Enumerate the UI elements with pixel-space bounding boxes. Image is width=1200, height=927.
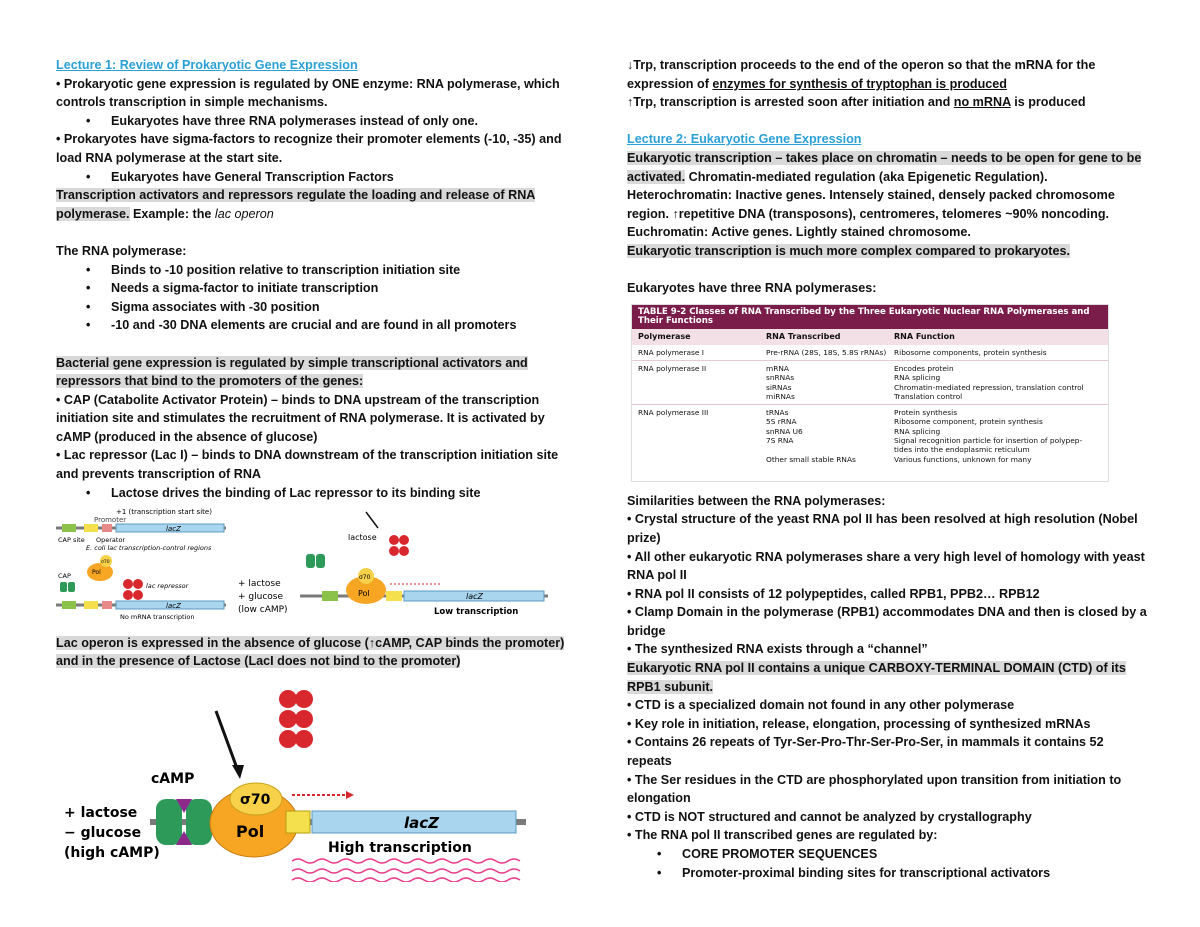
ctd-item: • The RNA pol II transcribed genes are regulated by: bbox=[627, 828, 938, 843]
cap-protein-shape bbox=[306, 554, 315, 568]
lacz-label: lacZ bbox=[166, 602, 181, 611]
table-cell: miRNAs bbox=[766, 391, 795, 401]
list-item: • Sigma associates with -30 position bbox=[56, 298, 576, 317]
lactose-list bbox=[56, 484, 576, 503]
list-item: • -10 and -30 DNA elements are crucial and are found in all promoters bbox=[56, 316, 576, 335]
table-cell: Encodes protein bbox=[894, 363, 954, 373]
lacz-label: lacZ bbox=[404, 814, 440, 833]
complex-highlight: Eukaryotic transcription is much more complex compared to prokaryotes. bbox=[627, 243, 1071, 258]
table-cell: Various functions, unknown for many bbox=[894, 454, 1032, 464]
promoter-label: Promoter bbox=[94, 516, 127, 525]
left-column bbox=[56, 56, 576, 888]
trp-high-paragraph bbox=[627, 93, 1149, 112]
table-cell: snRNAs bbox=[766, 373, 795, 383]
operator-label: Operator bbox=[96, 536, 126, 545]
bacterial-heading bbox=[56, 354, 576, 391]
trp-high-text: ↑Trp, transcription is arrested soon after initiation and bbox=[627, 95, 954, 110]
table-cell: tides into the endoplasmic reticulum bbox=[894, 445, 1030, 455]
three-polymerases-title: Eukaryotes have three RNA polymerases: bbox=[627, 281, 877, 296]
table-cell: Pre-rRNA (28S, 18S, 5.8S rRNAs) bbox=[766, 347, 887, 357]
column-header: Polymerase bbox=[638, 332, 691, 342]
pol-label: Pol bbox=[92, 569, 101, 577]
plus-lactose-label: + lactose bbox=[238, 579, 281, 590]
similarity-item: • All other eukaryotic RNA polymerases share a very high level of homology with yeast RNA pol II bbox=[627, 549, 1145, 583]
regulation-list bbox=[627, 845, 1149, 882]
cap-protein-shape bbox=[316, 554, 325, 568]
table-cell: Translation control bbox=[894, 391, 963, 401]
ctd-highlight: Eukaryotic RNA pol II contains a unique CARBOXY-TERMINAL DOMAIN (CTD) of its RPB1 subunit. bbox=[627, 661, 1126, 694]
trp-low-underline: enzymes for synthesis of tryptophan is produced bbox=[712, 76, 1007, 91]
list-item: • Promoter-proximal binding sites for transcriptional activators bbox=[627, 864, 1149, 883]
lac-repressor-label: lac repressor bbox=[146, 582, 189, 591]
trp-low-text: ↓Trp, transcription proceeds to the end of the operon so that the mRNA for the expression of bbox=[627, 58, 1096, 91]
right-column bbox=[627, 56, 1149, 882]
start-site-label: +1 (transcription start site) bbox=[116, 508, 212, 517]
table-cell: Chromatin-mediated repression, translation control bbox=[894, 382, 1084, 392]
ctd-item: • The Ser residues in the CTD are phosphorylated upon transition from initiation to elongation bbox=[627, 772, 1122, 806]
prokaryotic-intro: • Prokaryotic gene expression is regulated by ONE enzyme: RNA polymerase, which controls transcription in simple mechanisms. bbox=[56, 76, 560, 110]
rna-polymerase-list bbox=[56, 261, 576, 335]
column-header: RNA Transcribed bbox=[766, 332, 841, 342]
rna-polymerase-table bbox=[631, 304, 1109, 482]
eukaryote-note-list bbox=[56, 112, 576, 131]
table-cell: Protein synthesis bbox=[894, 408, 958, 418]
ctd-item: • Key role in initiation, release, elongation, processing of synthesized mRNAs bbox=[627, 716, 1091, 731]
lactose-label: lactose bbox=[348, 533, 377, 543]
lacz-label: lacZ bbox=[466, 592, 484, 602]
high-transcription-label: High transcription bbox=[328, 840, 472, 857]
table-cell: RNA polymerase II bbox=[638, 363, 707, 373]
similarity-item: • The synthesized RNA exists through a “channel” bbox=[627, 642, 928, 657]
table-cell: RNA splicing bbox=[894, 373, 941, 383]
lactose-arrow bbox=[366, 512, 378, 528]
arrow bbox=[216, 711, 238, 771]
laci-paragraph: • Lac repressor (Lac I) – binds to DNA downstream of the transcription initiation site and prevents transcription of RNA bbox=[56, 448, 559, 482]
lecture1-heading[interactable]: Lecture 1: Review of Prokaryotic Gene Expression bbox=[56, 58, 358, 72]
table-row bbox=[632, 405, 1108, 467]
trp-low-paragraph bbox=[627, 56, 1149, 93]
table-cell: RNA polymerase III bbox=[638, 408, 709, 418]
table-cell bbox=[766, 445, 894, 454]
table-header bbox=[632, 329, 1108, 344]
high-camp-label: (high cAMP) bbox=[64, 845, 160, 862]
list-item: • Binds to -10 position relative to transcription initiation site bbox=[56, 261, 576, 280]
cap-protein-shape bbox=[60, 582, 67, 592]
heterochromatin-paragraph: Heterochromatin: Inactive genes. Intensely stained, densely packed chromosome region. ↑repetitive DNA (transposons), centromeres, telomeres ~90% noncoding. bbox=[627, 188, 1115, 221]
table-cell: siRNAs bbox=[766, 382, 792, 392]
low-camp-label: (low cAMP) bbox=[238, 605, 288, 616]
low-transcription-label: Low transcription bbox=[434, 607, 519, 618]
plus-glucose-label: + glucose bbox=[238, 592, 283, 603]
ctd-paragraph bbox=[627, 659, 1149, 696]
operator-box bbox=[102, 524, 112, 532]
mrna-wave-lines bbox=[292, 859, 520, 882]
table-cell: Ribosome components, protein synthesis bbox=[894, 347, 1047, 357]
cap-protein-shape bbox=[156, 799, 182, 845]
high-transcription-figure bbox=[56, 677, 576, 882]
table-cell: snRNA U6 bbox=[766, 426, 803, 436]
lac-expressed-paragraph bbox=[56, 634, 576, 671]
promoter-box bbox=[84, 524, 98, 532]
cap-protein-label: CAP bbox=[58, 572, 71, 581]
plus-lactose-label: + lactose bbox=[64, 805, 138, 822]
complex-paragraph bbox=[627, 242, 1149, 261]
eukaryotic-highlight: Eukaryotic transcription – takes place on chromatin – needs to be open for gene to be activated. bbox=[627, 150, 1142, 184]
similarities-title: Similarities between the RNA polymerases: bbox=[627, 493, 886, 508]
list-item: • Needs a sigma-factor to initiate transcription bbox=[56, 279, 576, 298]
list-item: • Eukaryotes have three RNA polymerases instead of only one. bbox=[56, 112, 576, 131]
bacterial-highlight: Bacterial gene expression is regulated by simple transcriptional activators and repressors that bind to the promoters of the genes: bbox=[56, 355, 528, 389]
similarity-item: • Clamp Domain in the polymerase (RPB1) accommodates DNA and then is closed by a bridge bbox=[627, 605, 1147, 638]
ctd-item: • CTD is a specialized domain not found in any other polymerase bbox=[627, 698, 1015, 713]
no-mrna-label: No mRNA transcription bbox=[120, 613, 195, 622]
eukaryotic-transcription-paragraph bbox=[627, 149, 1149, 186]
lacz-label: lacZ bbox=[166, 525, 181, 534]
lac-operon-regulation-figure bbox=[56, 506, 556, 626]
list-item: • Eukaryotes have General Transcription Factors bbox=[56, 168, 576, 187]
camp-label: cAMP bbox=[151, 771, 195, 788]
list-item: • Lactose drives the binding of Lac repressor to its binding site bbox=[56, 484, 576, 503]
euchromatin-paragraph: Euchromatin: Active genes. Lightly stained chromosome. bbox=[627, 225, 971, 240]
ctd-item: • Contains 26 repeats of Tyr-Ser-Pro-Thr-Ser-Pro-Ser, in mammals it contains 52 repeats bbox=[627, 735, 1104, 769]
similarity-item: • RNA pol II consists of 12 polypeptides, called RPB1, PPB2… RPB12 bbox=[627, 586, 1040, 601]
pol-label: Pol bbox=[358, 589, 370, 599]
lac-operon-italic: lac operon bbox=[214, 206, 274, 221]
gtf-note-list bbox=[56, 168, 576, 187]
table-row bbox=[632, 345, 1108, 361]
pol-label: Pol bbox=[236, 822, 265, 842]
cap-site-label: CAP site bbox=[58, 536, 85, 545]
table-cell: 7S RNA bbox=[766, 435, 794, 445]
similarity-item: • Crystal structure of the yeast RNA pol II has been resolved at high resolution (Nobel prize) bbox=[627, 512, 1138, 545]
regions-caption: E. coli lac transcription-control regions bbox=[86, 544, 212, 553]
cap-protein-shape bbox=[68, 582, 75, 592]
activators-highlight: Transcription activators and repressors regulate the loading and release of RNA polymerase. bbox=[56, 188, 536, 221]
sigma-factor-paragraph: • Prokaryotes have sigma-factors to recognize their promoter elements (-10, -35) and load RNA polymerase at the start site. bbox=[56, 132, 562, 165]
minus-glucose-label: − glucose bbox=[64, 825, 142, 842]
example-text: Example: the bbox=[129, 206, 215, 221]
sigma-label: σ70 bbox=[101, 560, 110, 566]
no-mrna-underline: no mRNA bbox=[953, 95, 1011, 110]
table-cell: mRNA bbox=[766, 363, 789, 373]
cap-protein-shape bbox=[186, 799, 212, 845]
lac-expressed-highlight: Lac operon is expressed in the absence of glucose (↑cAMP, CAP binds the promoter) and in the presence of Lactose (LacI does not bind to the promoter) bbox=[56, 635, 565, 669]
lac-repressor-shape bbox=[279, 690, 313, 748]
rna-polymerase-title: The RNA polymerase: bbox=[56, 243, 187, 258]
table-cell: Other small stable RNAs bbox=[766, 454, 856, 464]
trp-high-tail: is produced bbox=[1010, 95, 1086, 110]
cap-site-box bbox=[62, 524, 76, 532]
lac-repressor-shape bbox=[123, 579, 143, 600]
table-caption: TABLE 9-2 Classes of RNA Transcribed by the Three Eukaryotic Nuclear RNA Polymerases and Their Functions bbox=[632, 305, 1108, 330]
chromatin-regulation-text: Chromatin-mediated regulation (aka Epigenetic Regulation). bbox=[685, 169, 1048, 184]
cap-paragraph: • CAP (Catabolite Activator Protein) – binds to DNA upstream of the transcription initiation site and stimulates the recruitment of RNA polymerase. It is activated by cAMP (produced in the absence of glucose) bbox=[56, 392, 545, 444]
sigma-label: σ70 bbox=[240, 792, 271, 809]
table-cell: RNA polymerase I bbox=[638, 347, 704, 357]
activators-paragraph bbox=[56, 186, 576, 223]
lecture2-heading[interactable]: Lecture 2: Eukaryotic Gene Expression bbox=[627, 132, 862, 147]
sigma-label: σ70 bbox=[359, 574, 371, 582]
ctd-item: • CTD is NOT structured and cannot be analyzed by crystallography bbox=[627, 809, 1032, 824]
column-header: RNA Function bbox=[894, 332, 955, 342]
table-cell: 5S rRNA bbox=[766, 417, 797, 427]
table-row bbox=[632, 361, 1108, 405]
table-cell: RNA splicing bbox=[894, 426, 941, 436]
list-item: • CORE PROMOTER SEQUENCES bbox=[627, 845, 1149, 864]
table-cell: Ribosome component, protein synthesis bbox=[894, 417, 1043, 427]
table-cell: Signal recognition particle for insertion of polypep- bbox=[894, 435, 1083, 445]
lac-repressor-shape bbox=[389, 535, 409, 556]
table-cell: tRNAs bbox=[766, 408, 789, 418]
